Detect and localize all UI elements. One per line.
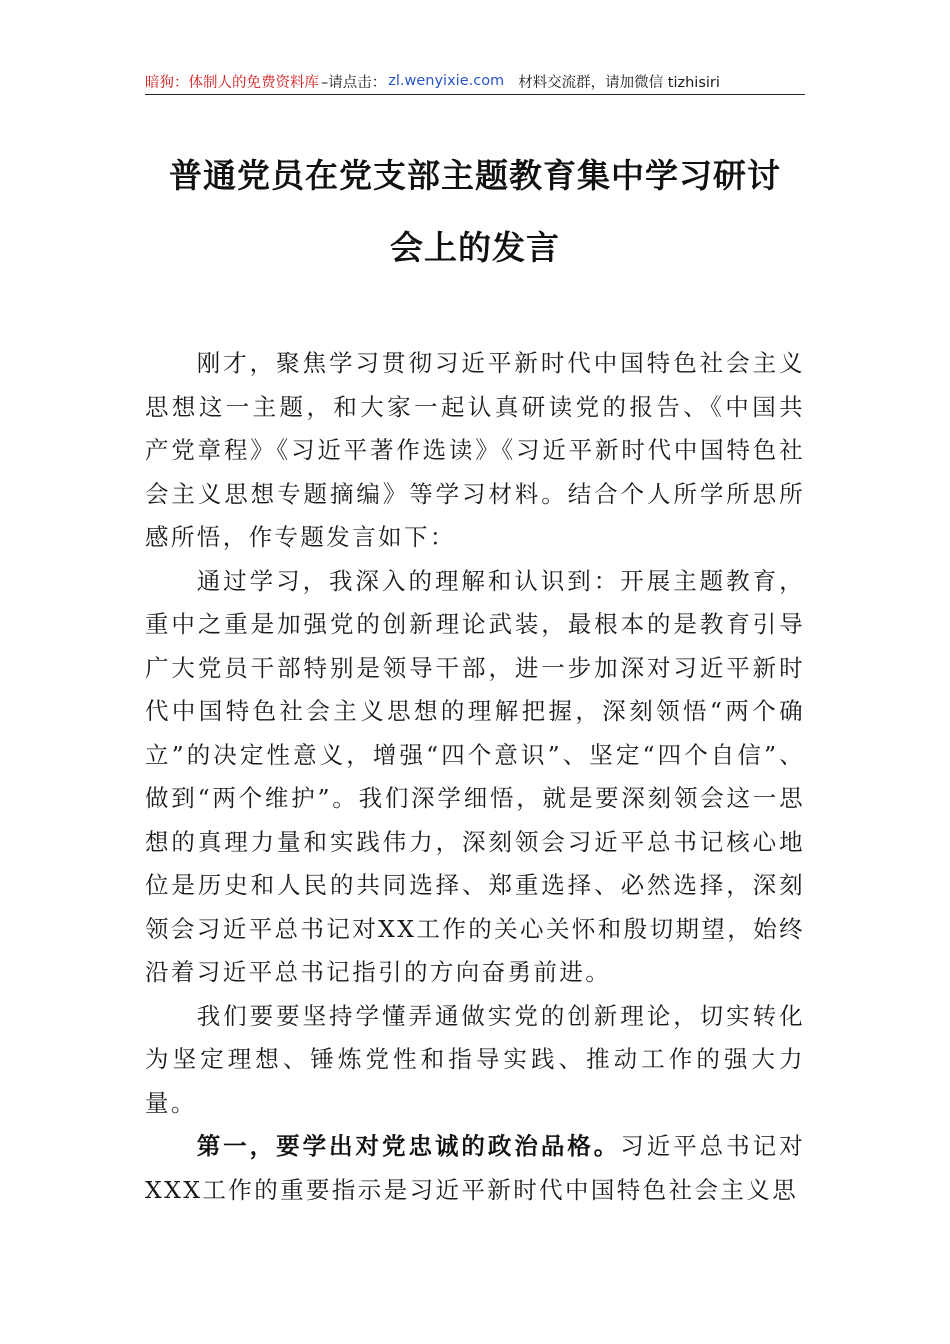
paragraph-1: 刚才，聚焦学习贯彻习近平新时代中国特色社会主义思想这一主题，和大家一起认真研读党的报告、《中国共产党章程》《习近平著作选读》《习近平新时代中国特色社会主义思想专题摘编》等学习材料。结合个人所学所思所感所悟，作专题发言如下： bbox=[145, 349, 805, 551]
paragraph-2: 通过学习，我深入的理解和认识到：开展主题教育，重中之重是加强党的创新理论武装，最根本的是教育引导广大党员干部特别是领导干部，进一步加深对习近平新时代中国特色社会主义思想的理解把握，深刻领悟“两个确立”的决定性意义，增强“四个意识”、坚定“四个自信”、做到“两个维护”。我们深学细悟，就是要深刻领会这一思想的真理力量和实践伟力，深刻领会习近平总书记核心地位是历史和人民的共同选择、郑重选择、必然选择，深刻领会习近平总书记对XX工作的关心关怀和殷切期望，始终沿着习近平总书记指引的方向奋勇前进。 bbox=[145, 566, 805, 986]
document-title-line-2: 会上的发言 bbox=[390, 228, 560, 267]
header-brand: 暗狗：体制人的免费资料库 bbox=[145, 74, 319, 91]
paragraph-3: 我们要要坚持学懂弄通做实党的创新理论，切实转化为坚定理想、锤炼党性和指导实践、推动工作的强大力量。 bbox=[145, 1001, 805, 1117]
paragraph-4 bbox=[145, 1125, 805, 1212]
header-url-link[interactable]: zl.wenyixie.com bbox=[388, 73, 505, 89]
header-contact: 材料交流群，请加微信 tizhisiri bbox=[518, 74, 720, 91]
page-header bbox=[145, 68, 805, 95]
header-separator: –请点击： bbox=[321, 74, 387, 91]
paragraph-4-text: 习近平总书记对XXX工作的重要指示是习近平新时代中国特色社会主义思 bbox=[145, 1132, 805, 1204]
document-title-line-1: 普通党员在党支部主题教育集中学习研讨 bbox=[169, 156, 781, 195]
paragraph-4-heading: 第一，要学出对党忠诚的政治品格。 bbox=[196, 1132, 621, 1160]
document-body bbox=[145, 342, 805, 1212]
